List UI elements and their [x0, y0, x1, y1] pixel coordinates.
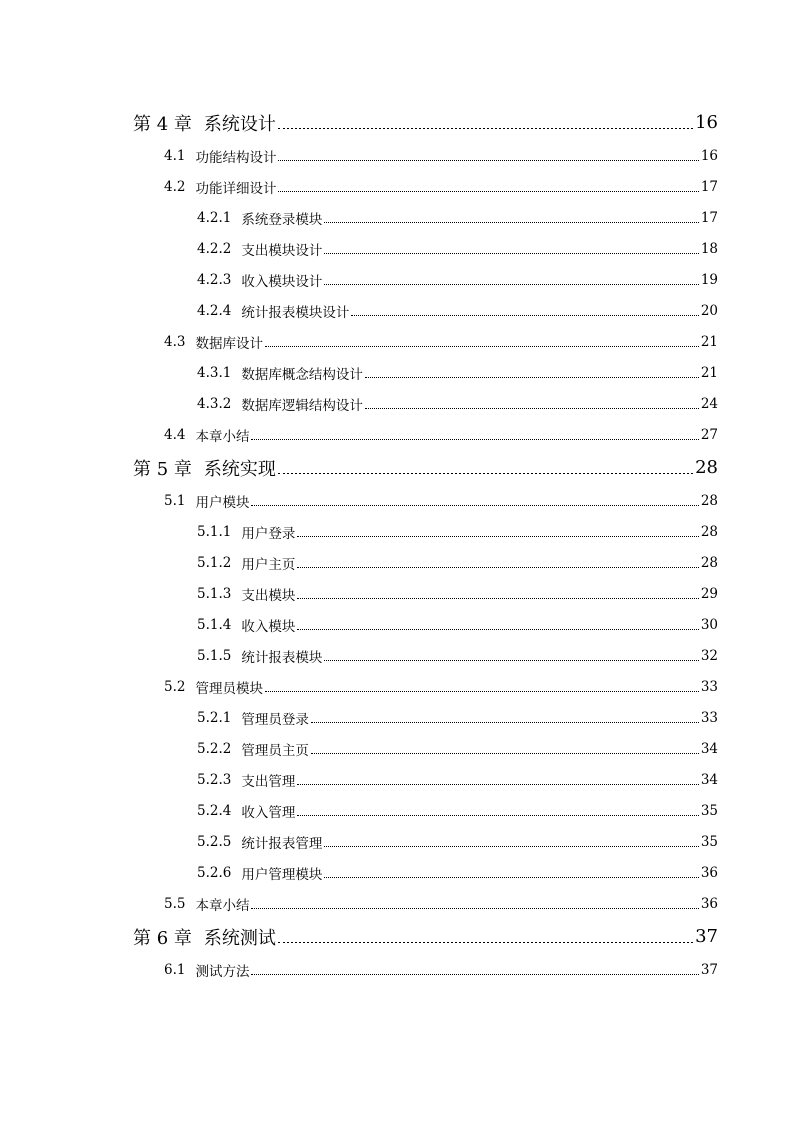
- toc-dot-leader: [324, 222, 698, 223]
- toc-page-number: 27: [700, 426, 718, 443]
- toc-entry-title: 用户登录: [241, 525, 296, 542]
- toc-section-entry[interactable]: [0, 171, 793, 202]
- toc-entry-title: 管理员登录: [241, 711, 309, 728]
- toc-subsection-entry[interactable]: [0, 702, 793, 733]
- toc-subsection-entry[interactable]: [0, 609, 793, 640]
- toc-entry-number: 5.2.4: [197, 802, 232, 819]
- toc-page-number: 35: [700, 802, 718, 819]
- toc-entry-title: 支出模块设计: [241, 242, 323, 259]
- toc-dot-leader: [365, 408, 699, 409]
- toc-page-number: 17: [700, 209, 718, 226]
- toc-page-number: 37: [695, 926, 718, 947]
- toc-entry-number: 4.2.4: [197, 302, 232, 319]
- toc-entry-title: 用户模块: [195, 494, 250, 511]
- toc-dot-leader: [297, 629, 698, 630]
- toc-section-entry[interactable]: [0, 485, 793, 516]
- toc-entry-number: 5.2: [164, 678, 186, 695]
- toc-entry-number: 5.1: [164, 492, 186, 509]
- toc-page-number: 35: [700, 833, 718, 850]
- toc-entry-title: 测试方法: [195, 963, 250, 980]
- toc-entry-number: 4.3.1: [197, 364, 232, 381]
- toc-dot-leader: [251, 439, 698, 440]
- toc-entry-title: 功能结构设计: [195, 149, 277, 166]
- toc-entry-number: 第 5 章: [133, 458, 192, 480]
- toc-chapter-entry[interactable]: [0, 450, 793, 485]
- toc-entry-title: 系统实现: [203, 458, 276, 480]
- toc-page-number: 20: [700, 302, 718, 319]
- toc-dot-leader: [324, 660, 698, 661]
- toc-dot-leader: [251, 974, 698, 975]
- toc-entry-title: 系统设计: [203, 113, 276, 135]
- toc-entry-number: 4.2.2: [197, 240, 232, 257]
- toc-page-number: 21: [700, 333, 718, 350]
- toc-page-number: 33: [700, 709, 718, 726]
- toc-entry-number: 4.1: [164, 147, 186, 164]
- toc-entry-number: 6.1: [164, 961, 186, 978]
- toc-dot-leader: [297, 536, 698, 537]
- toc-entry-title: 统计报表模块设计: [241, 304, 350, 321]
- toc-entry-number: 4.3: [164, 333, 186, 350]
- toc-entry-number: 5.1.3: [197, 585, 232, 602]
- toc-page-number: 28: [700, 554, 718, 571]
- toc-entry-number: 5.5: [164, 895, 186, 912]
- toc-subsection-entry[interactable]: [0, 233, 793, 264]
- toc-page-number: 21: [700, 364, 718, 381]
- toc-page-number: 16: [700, 147, 718, 164]
- toc-subsection-entry[interactable]: [0, 547, 793, 578]
- toc-page-number: 32: [700, 647, 718, 664]
- toc-dot-leader: [297, 598, 698, 599]
- toc-entry-number: 4.2.3: [197, 271, 232, 288]
- toc-entry-number: 5.1.4: [197, 616, 232, 633]
- toc-entry-number: 4.4: [164, 426, 186, 443]
- toc-page-number: 37: [700, 961, 718, 978]
- toc-dot-leader: [311, 722, 699, 723]
- toc-chapter-entry[interactable]: [0, 105, 793, 140]
- toc-page-number: 29: [700, 585, 718, 602]
- toc-entry-title: 用户管理模块: [241, 866, 323, 883]
- toc-entry-title: 收入模块设计: [241, 273, 323, 290]
- toc-dot-leader: [351, 315, 698, 316]
- toc-entry-number: 4.2.1: [197, 209, 232, 226]
- toc-subsection-entry[interactable]: [0, 640, 793, 671]
- toc-entry-number: 5.2.2: [197, 740, 232, 757]
- toc-subsection-entry[interactable]: [0, 295, 793, 326]
- toc-dot-leader: [297, 784, 698, 785]
- toc-dot-leader: [251, 908, 698, 909]
- toc-page-number: 36: [700, 895, 718, 912]
- toc-page-number: 34: [700, 771, 718, 788]
- toc-dot-leader: [278, 191, 698, 192]
- toc-section-entry[interactable]: [0, 888, 793, 919]
- toc-entry-title: 数据库概念结构设计: [241, 366, 363, 383]
- toc-dot-leader: [278, 160, 698, 161]
- toc-entry-title: 本章小结: [195, 897, 250, 914]
- toc-entry-title: 数据库设计: [195, 335, 263, 352]
- toc-dot-leader: [278, 473, 693, 474]
- toc-dot-leader: [251, 505, 698, 506]
- toc-entry-title: 用户主页: [241, 556, 296, 573]
- toc-entry-number: 5.2.6: [197, 864, 232, 881]
- toc-entry-title: 功能详细设计: [195, 180, 277, 197]
- toc-entry-title: 管理员主页: [241, 742, 309, 759]
- toc-page-number: 24: [700, 395, 718, 412]
- toc-subsection-entry[interactable]: [0, 264, 793, 295]
- toc-dot-leader: [265, 691, 699, 692]
- toc-subsection-entry[interactable]: [0, 357, 793, 388]
- toc-page-number: 18: [700, 240, 718, 257]
- toc-subsection-entry[interactable]: [0, 857, 793, 888]
- toc-section-entry[interactable]: [0, 671, 793, 702]
- toc-entry-title: 支出模块: [241, 587, 296, 604]
- toc-entry-number: 第 4 章: [133, 113, 192, 135]
- toc-dot-leader: [265, 346, 699, 347]
- toc-dot-leader: [324, 877, 698, 878]
- toc-entry-title: 统计报表管理: [241, 835, 323, 852]
- toc-section-entry[interactable]: [0, 419, 793, 450]
- toc-section-entry[interactable]: [0, 140, 793, 171]
- toc-page-number: 34: [700, 740, 718, 757]
- toc-subsection-entry[interactable]: [0, 764, 793, 795]
- toc-entry-number: 4.2: [164, 178, 186, 195]
- toc-entry-title: 收入模块: [241, 618, 296, 635]
- table-of-contents: [0, 105, 793, 985]
- toc-entry-number: 5.2.3: [197, 771, 232, 788]
- toc-entry-title: 统计报表模块: [241, 649, 323, 666]
- toc-subsection-entry[interactable]: [0, 202, 793, 233]
- toc-chapter-entry[interactable]: [0, 919, 793, 954]
- toc-entry-title: 系统测试: [203, 927, 276, 949]
- toc-dot-leader: [324, 284, 698, 285]
- toc-entry-title: 管理员模块: [195, 680, 263, 697]
- toc-dot-leader: [324, 846, 698, 847]
- toc-subsection-entry[interactable]: [0, 388, 793, 419]
- toc-dot-leader: [297, 567, 698, 568]
- toc-dot-leader: [365, 377, 699, 378]
- toc-entry-title: 收入管理: [241, 804, 296, 821]
- toc-entry-number: 5.1.1: [197, 523, 232, 540]
- toc-page-number: 30: [700, 616, 718, 633]
- toc-entry-title: 数据库逻辑结构设计: [241, 397, 363, 414]
- toc-page-number: 28: [700, 492, 718, 509]
- toc-dot-leader: [311, 753, 699, 754]
- toc-page-number: 33: [700, 678, 718, 695]
- toc-entry-number: 5.1.2: [197, 554, 232, 571]
- toc-page-number: 16: [695, 112, 718, 133]
- toc-entry-number: 4.3.2: [197, 395, 232, 412]
- toc-subsection-entry[interactable]: [0, 578, 793, 609]
- toc-entry-title: 系统登录模块: [241, 211, 323, 228]
- toc-subsection-entry[interactable]: [0, 516, 793, 547]
- toc-entry-number: 5.2.5: [197, 833, 232, 850]
- toc-subsection-entry[interactable]: [0, 733, 793, 764]
- toc-subsection-entry[interactable]: [0, 795, 793, 826]
- toc-entry-number: 5.1.5: [197, 647, 232, 664]
- toc-entry-number: 5.2.1: [197, 709, 232, 726]
- toc-entry-title: 本章小结: [195, 428, 250, 445]
- toc-entry-number: 第 6 章: [133, 927, 192, 949]
- toc-dot-leader: [278, 942, 693, 943]
- toc-page-number: 28: [700, 523, 718, 540]
- toc-dot-leader: [297, 815, 698, 816]
- toc-dot-leader: [278, 128, 693, 129]
- toc-page-number: 28: [695, 457, 718, 478]
- toc-page-number: 19: [700, 271, 718, 288]
- toc-entry-title: 支出管理: [241, 773, 296, 790]
- toc-page-number: 36: [700, 864, 718, 881]
- toc-dot-leader: [324, 253, 698, 254]
- toc-section-entry[interactable]: [0, 326, 793, 357]
- toc-section-entry[interactable]: [0, 954, 793, 985]
- toc-subsection-entry[interactable]: [0, 826, 793, 857]
- toc-page-number: 17: [700, 178, 718, 195]
